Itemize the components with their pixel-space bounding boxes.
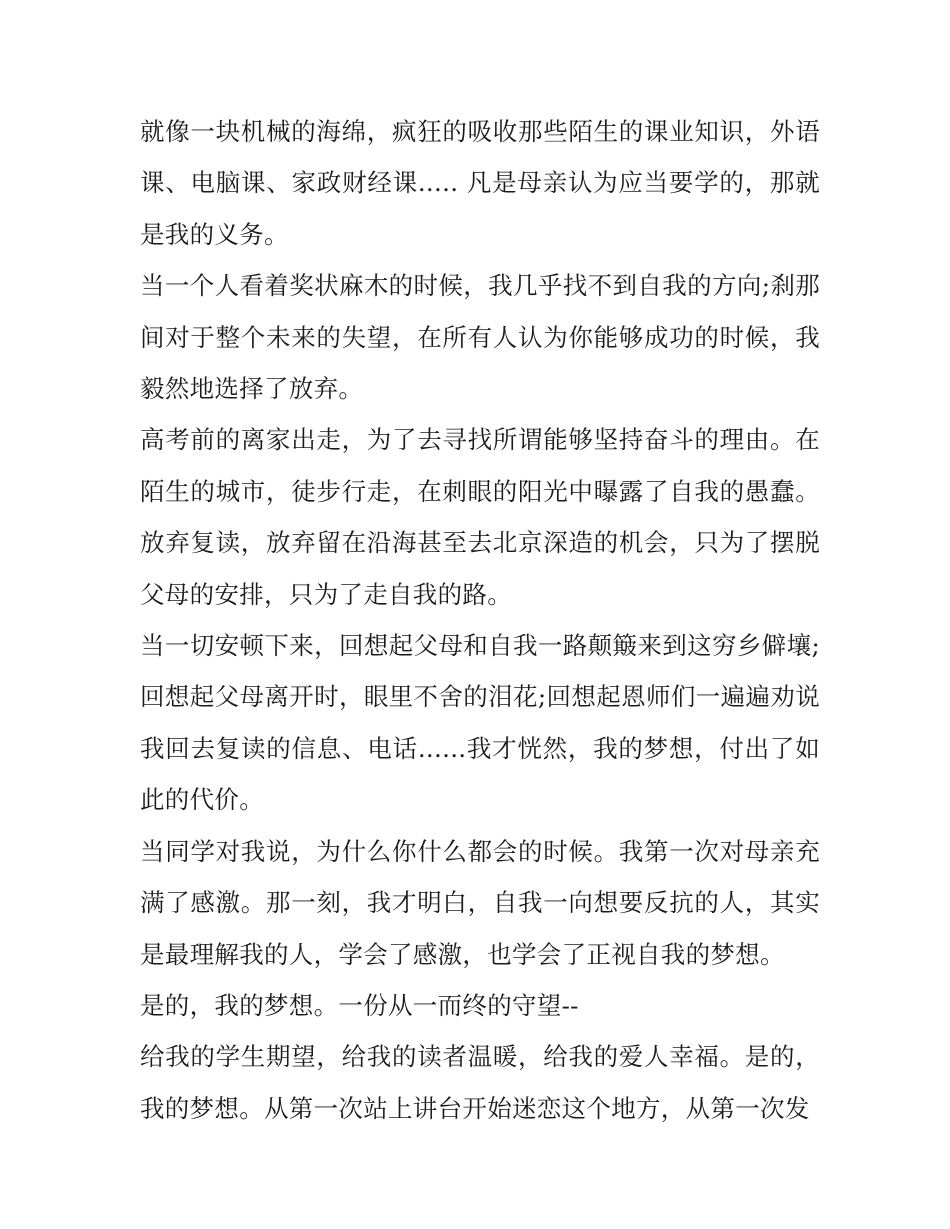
paragraph-2: 当一个人看着奖状麻木的时候，我几乎找不到自我的方向;刹那间对于整个未来的失望，在所有人认为你能够成功的时候，我毅然地选择了放弃。 bbox=[140, 271, 820, 404]
paragraph-1: 就像一块机械的海绵，疯狂的吸收那些陌生的课业知识，外语课、电脑课、家政财经课..... 凡是母亲认为应当要学的，那就是我的义务。 bbox=[140, 117, 820, 249]
paragraph-5: 当同学对我说，为什么你什么都会的时候。我第一次对母亲充满了感激。那一刻，我才明白，自我一向想要反抗的人，其实是最理解我的人，学会了感激，也学会了正视自我的梦想。 bbox=[140, 836, 820, 969]
paragraph-3: 高考前的离家出走，为了去寻找所谓能够坚持奋斗的理由。在陌生的城市，徒步行走，在刺眼的阳光中曝露了自我的愚蠢。放弃复读，放弃留在沿海甚至去北京深造的机会，只为了摆脱父母的安排，只为了走自我的路。 bbox=[140, 425, 820, 609]
paragraph-4: 当一切安顿下来，回想起父母和自我一路颠簸来到这穷乡僻壤;回想起父母离开时，眼里不舍的泪花;回想起恩师们一遍遍劝说我回去复读的信息、电话......我才恍然，我的梦想，付出了如此的代价。 bbox=[140, 631, 820, 815]
document-body bbox=[140, 106, 820, 1134]
paragraph-6: 是的，我的梦想。一份从一而终的守望-- bbox=[140, 990, 579, 1020]
paragraph-7: 给我的学生期望，给我的读者温暖，给我的爱人幸福。是的，我的梦想。从第一次站上讲台开始迷恋这个地方，从第一次发 bbox=[140, 1042, 820, 1123]
